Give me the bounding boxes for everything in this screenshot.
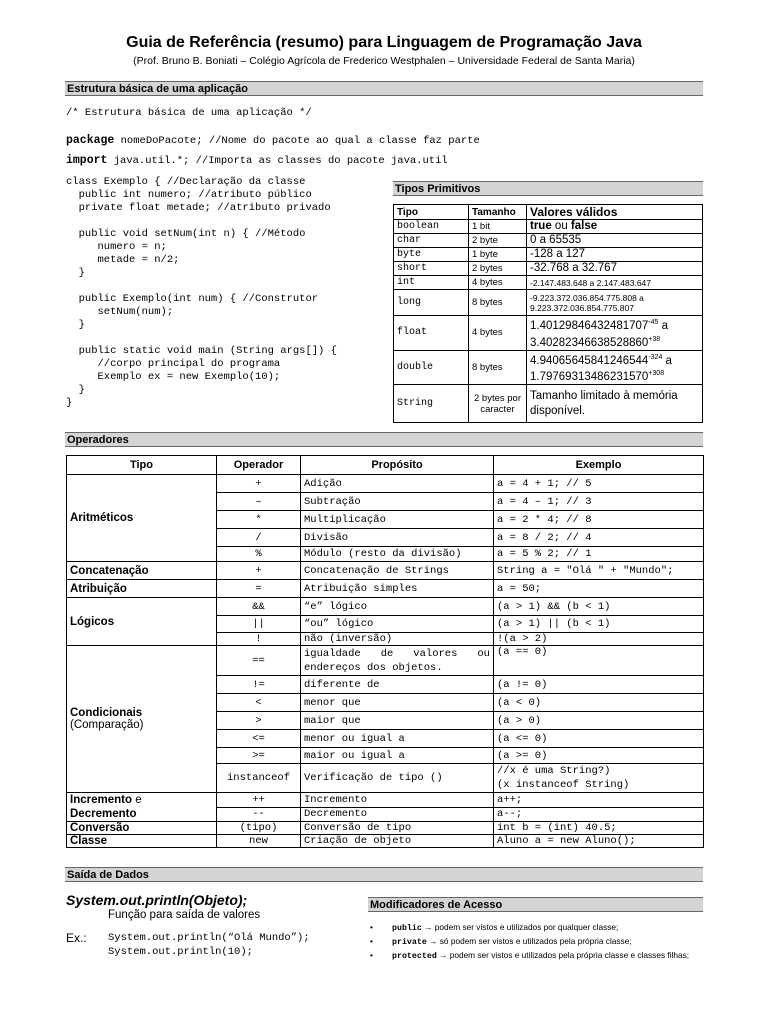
primitive-row [394, 290, 703, 316]
operator-cell: >= [217, 748, 301, 764]
purpose-cell: Atribuição simples [301, 580, 494, 598]
purpose-cell: Módulo (resto da divisão) [301, 547, 494, 562]
arrow-icon: → [439, 950, 448, 960]
example-cell: (a != 0) [494, 676, 704, 694]
operator-cell: + [217, 475, 301, 493]
primitive-row [394, 220, 703, 234]
example-cell: //x é uma String?) (x instanceof String) [494, 764, 704, 793]
category-atribuicao: Atribuição [67, 580, 217, 598]
category-classe: Classe [67, 835, 217, 848]
purpose-cell: menor ou igual a [301, 730, 494, 748]
example-cell: a++; [494, 793, 704, 808]
example-cell: int b = (int) 40.5; [494, 822, 704, 835]
table-row [67, 598, 704, 616]
table-row [67, 562, 704, 580]
primitive-row [394, 350, 703, 385]
primitive-values: -9.223.372.036.854.775.808 a 9.223.372.036.854.775.807 [527, 290, 703, 316]
primitive-row [394, 385, 703, 423]
table-row [67, 475, 704, 493]
purpose-cell: “ou” lógico [301, 616, 494, 633]
table-row [67, 793, 704, 808]
purpose-cell: “e” lógico [301, 598, 494, 616]
purpose-cell: Concatenação de Strings [301, 562, 494, 580]
example-cell: a = 4 + 1; // 5 [494, 475, 704, 493]
package-keyword: package [66, 134, 115, 147]
code-import-line [66, 154, 448, 168]
operator-cell: > [217, 712, 301, 730]
primitive-type: short [394, 262, 469, 276]
example-cell: a--; [494, 807, 704, 822]
operator-cell: (tipo) [217, 822, 301, 835]
arrow-icon: → [424, 922, 433, 932]
example-cell: (a == 0) [494, 646, 704, 676]
table-row [67, 580, 704, 598]
example-cell: !(a > 2) [494, 633, 704, 646]
operator-cell: + [217, 562, 301, 580]
package-rest: nomeDoPacote; //Nome do pacote ao qual a classe faz parte [114, 135, 480, 147]
purpose-cell: Verificação de tipo () [301, 764, 494, 793]
primitive-values: $1.40129846432481707^{-45}$ a $3.40282346638528860^{+38}$ [527, 316, 703, 351]
col-header-tamanho: Tamanho [469, 205, 527, 220]
primitive-type: double [394, 350, 469, 385]
example-cell: (a < 0) [494, 694, 704, 712]
primitive-size: 2 bytes por caracter [469, 385, 527, 423]
example-cell: (a <= 0) [494, 730, 704, 748]
col-header-tipo: Tipo [67, 456, 217, 475]
println-description: Função para saída de valores [108, 909, 261, 921]
operators-header-row [67, 456, 704, 475]
primitive-size: 1 byte [469, 248, 527, 262]
operators-table [66, 455, 704, 848]
operator-cell: != [217, 676, 301, 694]
section-tipos-primitivos: Tipos Primitivos [393, 181, 703, 196]
primitive-size: 8 bytes [469, 350, 527, 385]
col-header-valores: Valores válidos [527, 205, 703, 220]
example-cell: (a > 1) || (b < 1) [494, 616, 704, 633]
operator-cell: <= [217, 730, 301, 748]
purpose-cell: Decremento [301, 807, 494, 822]
primitive-size: 2 bytes [469, 262, 527, 276]
category-conversao: Conversão [67, 822, 217, 835]
example-cell: (a > 0) [494, 712, 704, 730]
example-cell: (a > 1) && (b < 1) [494, 598, 704, 616]
primitive-size: 2 byte [469, 234, 527, 248]
purpose-cell: Criação de objeto [301, 835, 494, 848]
col-header-exemplo: Exemplo [494, 456, 704, 475]
operator-cell: instanceof [217, 764, 301, 793]
table-row [67, 835, 704, 848]
primitive-values: 0 a 65535 [527, 234, 703, 248]
primitive-row [394, 234, 703, 248]
primitive-row [394, 316, 703, 351]
primitive-type: int [394, 276, 469, 290]
operator-cell: = [217, 580, 301, 598]
section-saida: Saída de Dados [65, 867, 703, 882]
modifiers-list [370, 922, 704, 964]
example-cell: (a >= 0) [494, 748, 704, 764]
list-item: • private → só podem ser vistos e utilizados pela própria classe; [370, 936, 632, 947]
section-modificadores: Modificadores de Acesso [368, 897, 703, 912]
import-rest: java.util.*; //Importa as classes do pacote java.util [107, 155, 448, 167]
col-header-operador: Operador [217, 456, 301, 475]
example-code: System.out.println(“Olá Mundo”); System.out.println(10); [108, 932, 310, 958]
primitive-row [394, 248, 703, 262]
operator-cell: new [217, 835, 301, 848]
primitive-size: 8 bytes [469, 290, 527, 316]
operator-cell: ! [217, 633, 301, 646]
section-operadores: Operadores [65, 432, 703, 447]
purpose-cell: menor que [301, 694, 494, 712]
example-cell: Aluno a = new Aluno(); [494, 835, 704, 848]
primitive-values: -32.768 a 32.767 [527, 262, 703, 276]
primitive-values: -2.147.483.648 a 2.147.483.647 [527, 276, 703, 290]
primitive-row [394, 262, 703, 276]
purpose-cell: Divisão [301, 529, 494, 547]
list-item: • protected → podem ser vistos e utilizados pela própria classe e classes filhas; [370, 950, 690, 961]
primitive-type: String [394, 385, 469, 423]
primitive-values: $4.94065645841246544^{-324}$ a $1.79769313486231570^{+308}$ [527, 350, 703, 385]
primitives-header-row [394, 205, 703, 220]
example-cell: String a = "Olá " + "Mundo"; [494, 562, 704, 580]
primitive-type: byte [394, 248, 469, 262]
operator-cell: * [217, 511, 301, 529]
list-item: • public → podem ser vistos e utilizados por qualquer classe; [370, 922, 619, 933]
purpose-cell: maior que [301, 712, 494, 730]
table-row [67, 822, 704, 835]
purpose-cell: igualdade de valores ou endereços dos objetos. [301, 646, 494, 676]
operator-cell: -- [217, 807, 301, 822]
code-class-body: class Exemplo { //Declaração da classe public int numero; //atributo público private float metade; //atributo privado public void setNum(int n) { //Método numero = n; metade = n/2; } public Exemplo(int num) { //Construtor setNum(num); } public static void main (String args[]) { //corpo principal do programa Exemplo ex = new Exemplo(10); } } [66, 176, 337, 409]
code-package-line [66, 134, 480, 148]
example-cell: a = 5 % 2; // 1 [494, 547, 704, 562]
category-condicionais: Condicionais (Comparação) [67, 646, 217, 793]
col-header-tipo: Tipo [394, 205, 469, 220]
operator-cell: && [217, 598, 301, 616]
purpose-cell: Multiplicação [301, 511, 494, 529]
category-concatenacao: Concatenação [67, 562, 217, 580]
primitive-values: true ou false [527, 220, 703, 234]
purpose-cell: não (inversão) [301, 633, 494, 646]
code-comment: /* Estrutura básica de uma aplicação */ [66, 107, 312, 119]
primitive-size: 1 bit [469, 220, 527, 234]
primitive-type: boolean [394, 220, 469, 234]
operator-cell: – [217, 493, 301, 511]
purpose-cell: diferente de [301, 676, 494, 694]
purpose-cell: Adição [301, 475, 494, 493]
primitive-type: float [394, 316, 469, 351]
category-logicos: Lógicos [67, 598, 217, 646]
operator-cell: ++ [217, 793, 301, 808]
example-label: Ex.: [66, 931, 87, 945]
primitive-size: 4 bytes [469, 276, 527, 290]
page-subtitle: (Prof. Bruno B. Boniati – Colégio Agrícola de Frederico Westphalen – Universidade Federal de Santa Maria) [133, 55, 635, 67]
bullet-icon: • [370, 922, 373, 932]
operator-cell: / [217, 529, 301, 547]
operator-cell: == [217, 646, 301, 676]
bullet-icon: • [370, 950, 373, 960]
purpose-cell: maior ou igual a [301, 748, 494, 764]
page-title: Guia de Referência (resumo) para Linguagem de Programação Java [126, 34, 642, 51]
primitive-row [394, 276, 703, 290]
col-header-proposito: Propósito [301, 456, 494, 475]
operator-cell: % [217, 547, 301, 562]
primitives-table [393, 204, 703, 423]
operator-cell: || [217, 616, 301, 633]
example-cell: a = 4 – 1; // 3 [494, 493, 704, 511]
category-incremento-decremento: Incremento e Decremento [67, 793, 217, 822]
purpose-cell: Incremento [301, 793, 494, 808]
primitive-values: Tamanho limitado à memória disponível. [527, 385, 703, 423]
purpose-cell: Subtração [301, 493, 494, 511]
println-signature: System.out.println(Objeto); [66, 892, 248, 908]
primitive-size: 4 bytes [469, 316, 527, 351]
bullet-icon: • [370, 936, 373, 946]
purpose-cell: Conversão de tipo [301, 822, 494, 835]
section-estrutura: Estrutura básica de uma aplicação [65, 81, 703, 96]
arrow-icon: → [429, 936, 438, 946]
operator-cell: < [217, 694, 301, 712]
primitive-type: long [394, 290, 469, 316]
import-keyword: import [66, 154, 108, 167]
example-cell: a = 8 / 2; // 4 [494, 529, 704, 547]
category-aritmeticos: Aritméticos [67, 475, 217, 562]
example-cell: a = 2 * 4; // 8 [494, 511, 704, 529]
primitive-type: char [394, 234, 469, 248]
primitive-values: -128 a 127 [527, 248, 703, 262]
example-cell: a = 50; [494, 580, 704, 598]
table-row [67, 646, 704, 676]
